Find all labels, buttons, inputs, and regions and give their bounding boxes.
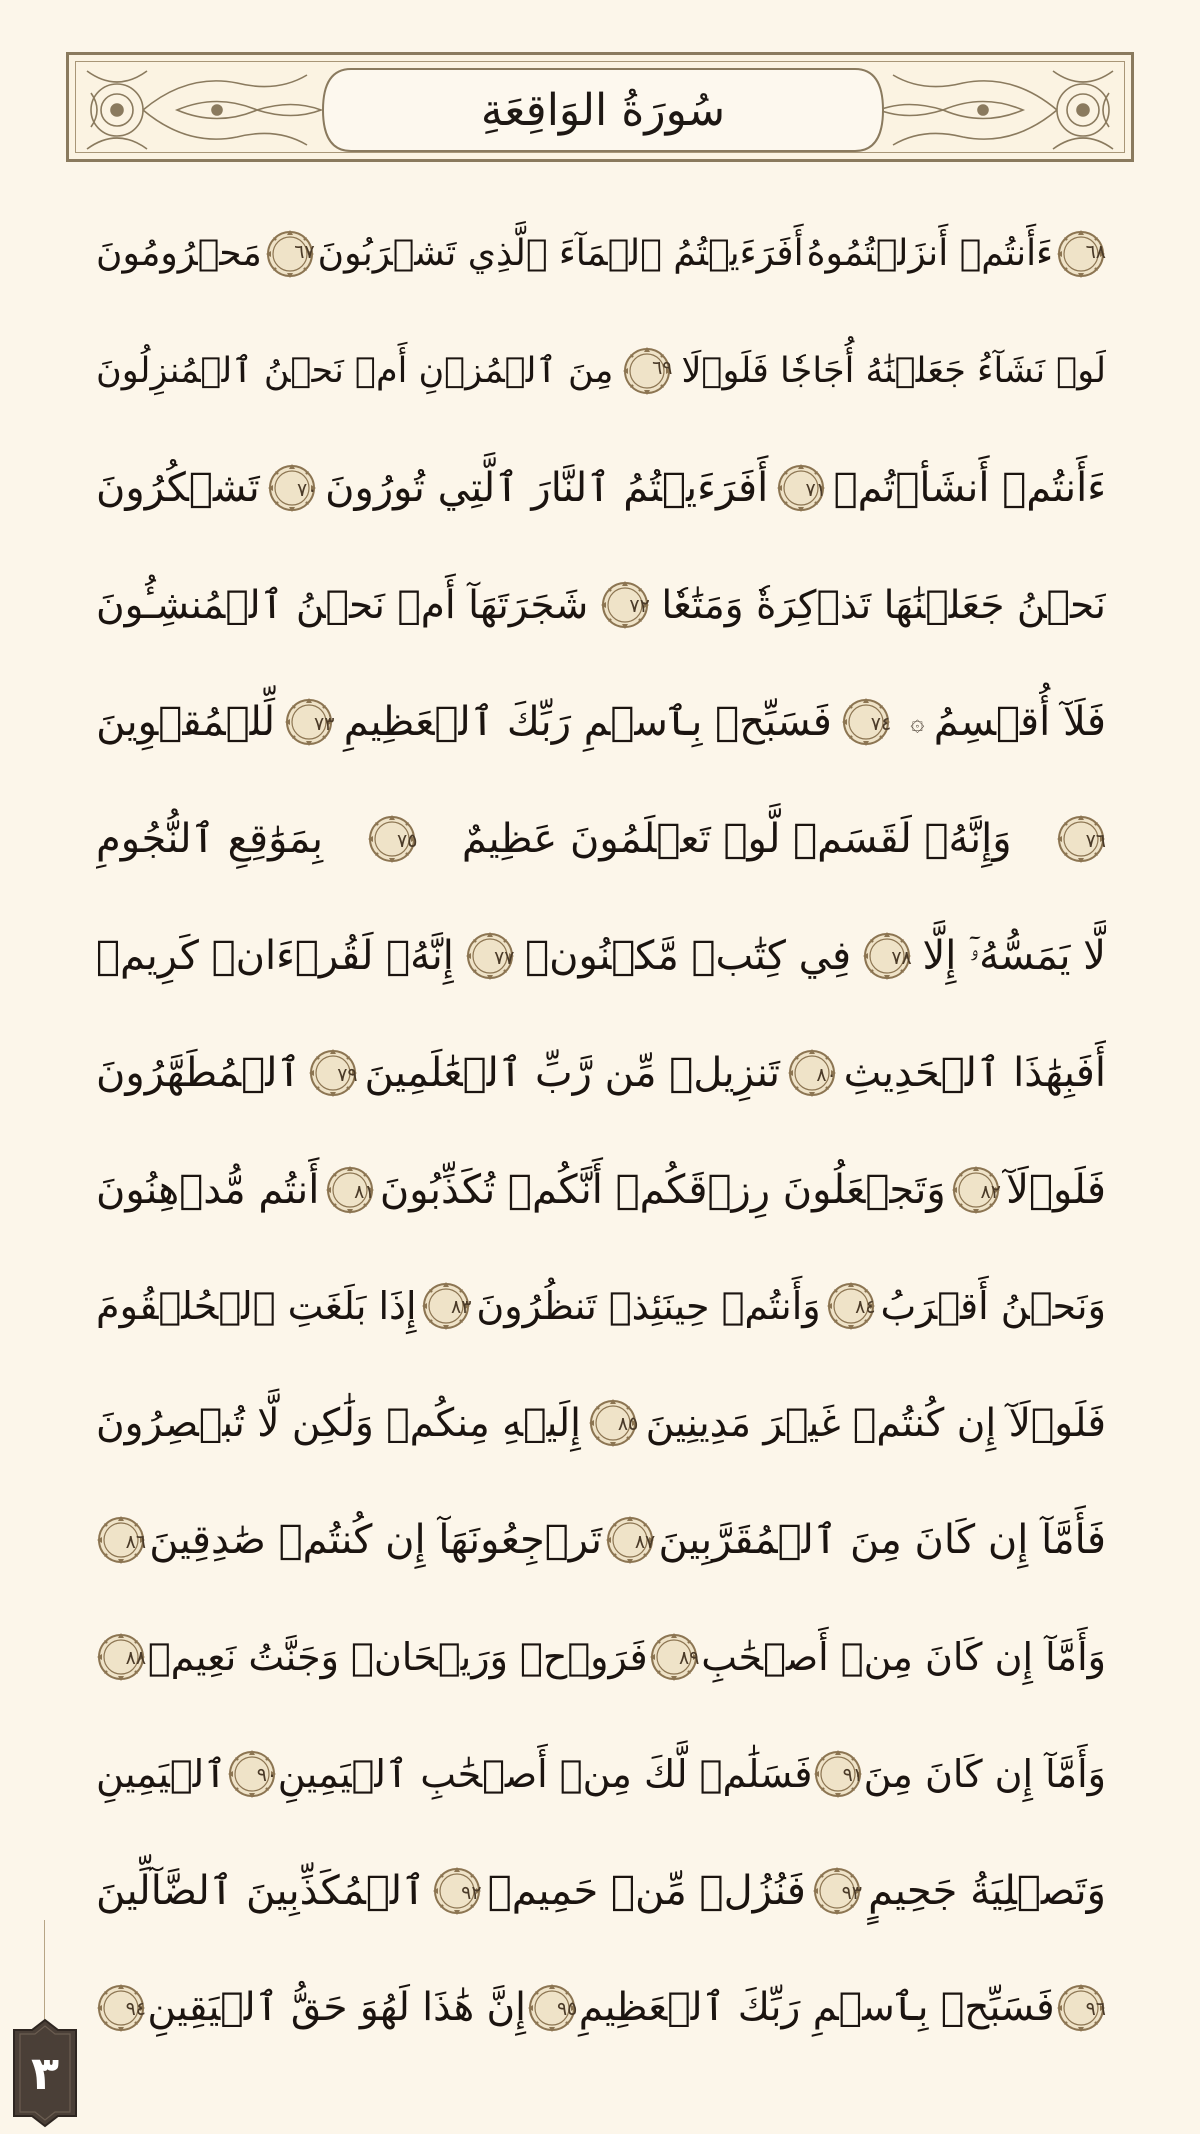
verse-line xyxy=(96,1014,1106,1131)
ayah-number: ٨٨ xyxy=(125,1647,147,1670)
ayah-number-marker[interactable] xyxy=(1056,1983,1106,2033)
verse-line xyxy=(96,780,1106,897)
verse-text: إِلَيۡهِ مِنكُمۡ وَلَٰكِن لَّا تُبۡصِرُونَ xyxy=(96,1400,581,1446)
verse-text: نَحۡنُ جَعَلۡنَٰهَا تَذۡكِرَةٗ وَمَتَٰعٗا xyxy=(661,582,1106,628)
verse-lines xyxy=(96,196,1106,2066)
ayah-number: ٧٢ xyxy=(629,595,650,618)
verse-text: فَلَوۡلَآ إِن كُنتُمۡ غَيۡرَ مَدِينِينَ xyxy=(645,1400,1106,1446)
verse-text: فَلَوۡلَآ xyxy=(1006,1166,1106,1213)
ayah-number-marker[interactable] xyxy=(605,1515,655,1565)
ayah-number-marker[interactable] xyxy=(432,1866,482,1916)
ayah-number-marker[interactable] xyxy=(308,1048,358,1098)
ayah-number: ٧٧ xyxy=(494,946,515,969)
verse-text: تَرۡجِعُونَهَآ إِن كُنتُمۡ صَٰدِقِينَ xyxy=(149,1517,602,1564)
verse-text: لَوۡ نَشَآءُ جَعَلۡنَٰهُ أُجَاجٗا فَلَوۡلَا xyxy=(681,350,1106,391)
verse-line xyxy=(96,1832,1106,1949)
ayah-number-marker[interactable] xyxy=(826,1281,876,1331)
ayah-number-marker[interactable] xyxy=(96,1515,146,1565)
verse-line xyxy=(96,1482,1106,1599)
ayah-number-marker[interactable] xyxy=(367,814,417,864)
ayah-number-marker[interactable] xyxy=(841,697,891,747)
verse-line xyxy=(96,547,1106,664)
page-number: ٣ xyxy=(30,2046,60,2100)
verse-line xyxy=(96,1716,1106,1833)
verse-line xyxy=(96,430,1106,547)
ayah-number: ٩٠ xyxy=(256,1764,278,1787)
ayah-number-marker[interactable] xyxy=(649,1632,699,1682)
verse-line xyxy=(96,1599,1106,1716)
verse-text: أَفَرَءَيۡتُمُ ٱلنَّارَ ٱلَّتِي تُورُونَ xyxy=(325,465,769,512)
ayah-number: ٨٧ xyxy=(634,1531,656,1554)
verse-text: وَتَصۡلِيَةُ جَحِيمٍ xyxy=(868,1867,1106,1914)
ayah-number-marker[interactable] xyxy=(265,229,315,279)
ayah-number-marker[interactable] xyxy=(862,931,912,981)
verse-text: إِذَا بَلَغَتِ ٱلۡحُلۡقُومَ xyxy=(96,1284,417,1329)
verse-line xyxy=(96,664,1106,781)
verse-text: إِنَّهُۥ لَقُرۡءَانٞ كَرِيمٞ xyxy=(96,932,454,979)
ayah-number: ٦٩ xyxy=(652,357,673,380)
verse-text: تَنزِيلٞ مِّن رَّبِّ ٱلۡعَٰلَمِينَ xyxy=(364,1049,780,1096)
ayah-number-marker[interactable] xyxy=(588,1398,638,1448)
verse-text: فَرَوۡحٞ وَرَيۡحَانٞ وَجَنَّتُ نَعِيمٖ xyxy=(147,1635,648,1680)
ayah-number-marker[interactable] xyxy=(951,1165,1001,1215)
ayah-number-marker[interactable] xyxy=(1056,814,1106,864)
ayah-number-marker[interactable] xyxy=(465,931,515,981)
page-number-tab xyxy=(12,2018,78,2128)
verse-text: لِّلۡمُقۡوِينَ xyxy=(96,699,276,745)
verse-text: ٱلۡيَمِينِ xyxy=(96,1752,227,1797)
ayah-number: ٩٥ xyxy=(556,1997,578,2020)
ayah-number-marker[interactable] xyxy=(284,697,334,747)
ayah-number-marker[interactable] xyxy=(813,1749,863,1799)
verse-text: فِي كِتَٰبٖ مَّكۡنُونٖ xyxy=(525,932,852,979)
verse-text: فَسَبِّحۡ بِٱسۡمِ رَبِّكَ ٱلۡعَظِيمِ xyxy=(578,1985,1055,2031)
ayah-number: ٦٨ xyxy=(1085,241,1106,264)
ayah-number-marker[interactable] xyxy=(1056,229,1106,279)
ayah-number-marker[interactable] xyxy=(622,346,672,396)
verse-text: فَلَآ أُقۡسِمُ xyxy=(933,699,1106,745)
ayah-number: ٨٤ xyxy=(855,1296,876,1319)
ayah-number: ٨٠ xyxy=(816,1063,837,1086)
ayah-number: ٩٤ xyxy=(125,1997,146,2020)
verse-text: وَإِنَّهُۥ لَقَسَمٞ لَّوۡ تَعۡلَمُونَ عَظِيمٌ xyxy=(461,815,1012,862)
ayah-number: ٩٣ xyxy=(841,1881,863,1904)
ayah-number: ٨٥ xyxy=(617,1413,639,1436)
verse-text: ءَأَنتُمۡ أَنشَأۡتُمۡ xyxy=(833,465,1106,512)
ayah-number-marker[interactable] xyxy=(787,1048,837,1098)
verse-line xyxy=(96,196,1106,313)
ayah-number: ٨٦ xyxy=(125,1531,147,1554)
ayah-number: ٧٠ xyxy=(297,479,318,502)
verse-text: شَجَرَتَهَآ أَمۡ نَحۡنُ ٱلۡمُنشِـُٔونَ xyxy=(96,582,589,628)
verse-line xyxy=(96,1949,1106,2066)
verse-text: ٱلۡمُكَذِّبِينَ ٱلضَّآلِّينَ xyxy=(96,1867,426,1914)
verse-text: أَنتُم مُّدۡهِنُونَ xyxy=(96,1166,320,1213)
ayah-number: ٧٦ xyxy=(1085,829,1106,852)
verse-text: ٱلۡمُطَهَّرُونَ xyxy=(96,1049,301,1096)
verse-text: وَأَمَّآ إِن كَانَ مِنَ xyxy=(863,1752,1106,1797)
ayah-number-marker[interactable] xyxy=(96,1632,146,1682)
verse-text: وَأَمَّآ إِن كَانَ مِنۡ أَصۡحَٰبِ xyxy=(701,1635,1106,1680)
surah-title-cartouche xyxy=(321,67,885,153)
ayah-number-marker[interactable] xyxy=(776,463,826,513)
ayah-number-marker[interactable] xyxy=(527,1983,577,2033)
ayah-number-marker[interactable] xyxy=(812,1866,862,1916)
ayah-number: ٨٩ xyxy=(679,1647,700,1670)
verse-text: لَّا يَمَسُّهُۥٓ إِلَّا xyxy=(922,932,1106,979)
ayah-number-marker[interactable] xyxy=(96,1983,146,2033)
verse-text: وَنَحۡنُ أَقۡرَبُ xyxy=(880,1284,1106,1329)
ayah-number: ٧٤ xyxy=(870,713,892,735)
verse-text: مِنَ ٱلۡمُزۡنِ أَمۡ نَحۡنُ ٱلۡمُنزِلُونَ xyxy=(96,350,614,391)
ayah-number: ٩٢ xyxy=(461,1881,482,1904)
ayah-number: ٩٦ xyxy=(1085,1997,1106,2020)
verse-line xyxy=(96,313,1106,430)
verse-text: أَفَبِهَٰذَا ٱلۡحَدِيثِ xyxy=(843,1049,1106,1096)
verse-text: مَحۡرُومُونَ xyxy=(96,233,262,275)
surah-name: سُورَةُ الوَاقِعَةِ xyxy=(480,84,726,136)
ayah-number: ٨١ xyxy=(354,1180,375,1203)
ayah-number-marker[interactable] xyxy=(325,1165,375,1215)
ayah-number: ٧٩ xyxy=(337,1063,358,1086)
ayah-number: ٩١ xyxy=(842,1764,863,1787)
ayah-number: ٦٧ xyxy=(294,241,315,264)
ayah-number: ٧٣ xyxy=(313,713,335,735)
verse-text: فَأَمَّآ إِن كَانَ مِنَ ٱلۡمُقَرَّبِينَ xyxy=(658,1517,1106,1564)
verse-text: إِنَّ هَٰذَا لَهُوَ حَقُّ ٱلۡيَقِينِ xyxy=(147,1985,527,2031)
ayah-number-marker[interactable] xyxy=(267,463,317,513)
verse-text: أَفَرَءَيۡتُمُ ٱلۡمَآءَ ٱلَّذِي تَشۡرَبُونَ xyxy=(317,233,804,275)
verse-line xyxy=(96,897,1106,1014)
verse-text: وَأَنتُمۡ حِينَئِذٖ تَنظُرُونَ xyxy=(476,1284,821,1329)
ayah-number: ٧١ xyxy=(805,479,826,502)
ayah-number-marker[interactable] xyxy=(421,1281,471,1331)
verse-line xyxy=(96,1248,1106,1365)
ayah-number: ٨٢ xyxy=(980,1180,1001,1203)
verse-text: فَسَلَٰمٞ لَّكَ مِنۡ أَصۡحَٰبِ ٱلۡيَمِينِ xyxy=(277,1752,813,1797)
verse-text: ءَأَنتُمۡ أَنزَلۡتُمُوهُ xyxy=(806,233,1054,275)
ayah-number: ٧٥ xyxy=(397,829,418,852)
verse-text: بِمَوَٰقِعِ ٱلنُّجُومِ xyxy=(96,815,324,862)
ayah-number: ٨٣ xyxy=(451,1296,472,1319)
verse-text: وَتَجۡعَلُونَ رِزۡقَكُمۡ أَنَّكُمۡ تُكَذِّبُونَ xyxy=(379,1166,946,1213)
verse-line xyxy=(96,1131,1106,1248)
ayah-number: ٧٨ xyxy=(891,946,912,969)
ayah-number-marker[interactable] xyxy=(600,580,650,630)
page-number-rule xyxy=(44,1920,45,2022)
verse-line xyxy=(96,1365,1106,1482)
verse-text: فَنُزُلٞ مِّنۡ حَمِيمٖ xyxy=(487,1867,806,1914)
ayah-number-marker[interactable] xyxy=(227,1749,277,1799)
verse-text: فَسَبِّحۡ بِٱسۡمِ رَبِّكَ ٱلۡعَظِيمِ xyxy=(343,699,832,745)
rub-el-hizb-icon: ۞ xyxy=(910,708,925,736)
surah-header-frame xyxy=(66,52,1134,162)
verse-text: تَشۡكُرُونَ xyxy=(96,465,260,512)
